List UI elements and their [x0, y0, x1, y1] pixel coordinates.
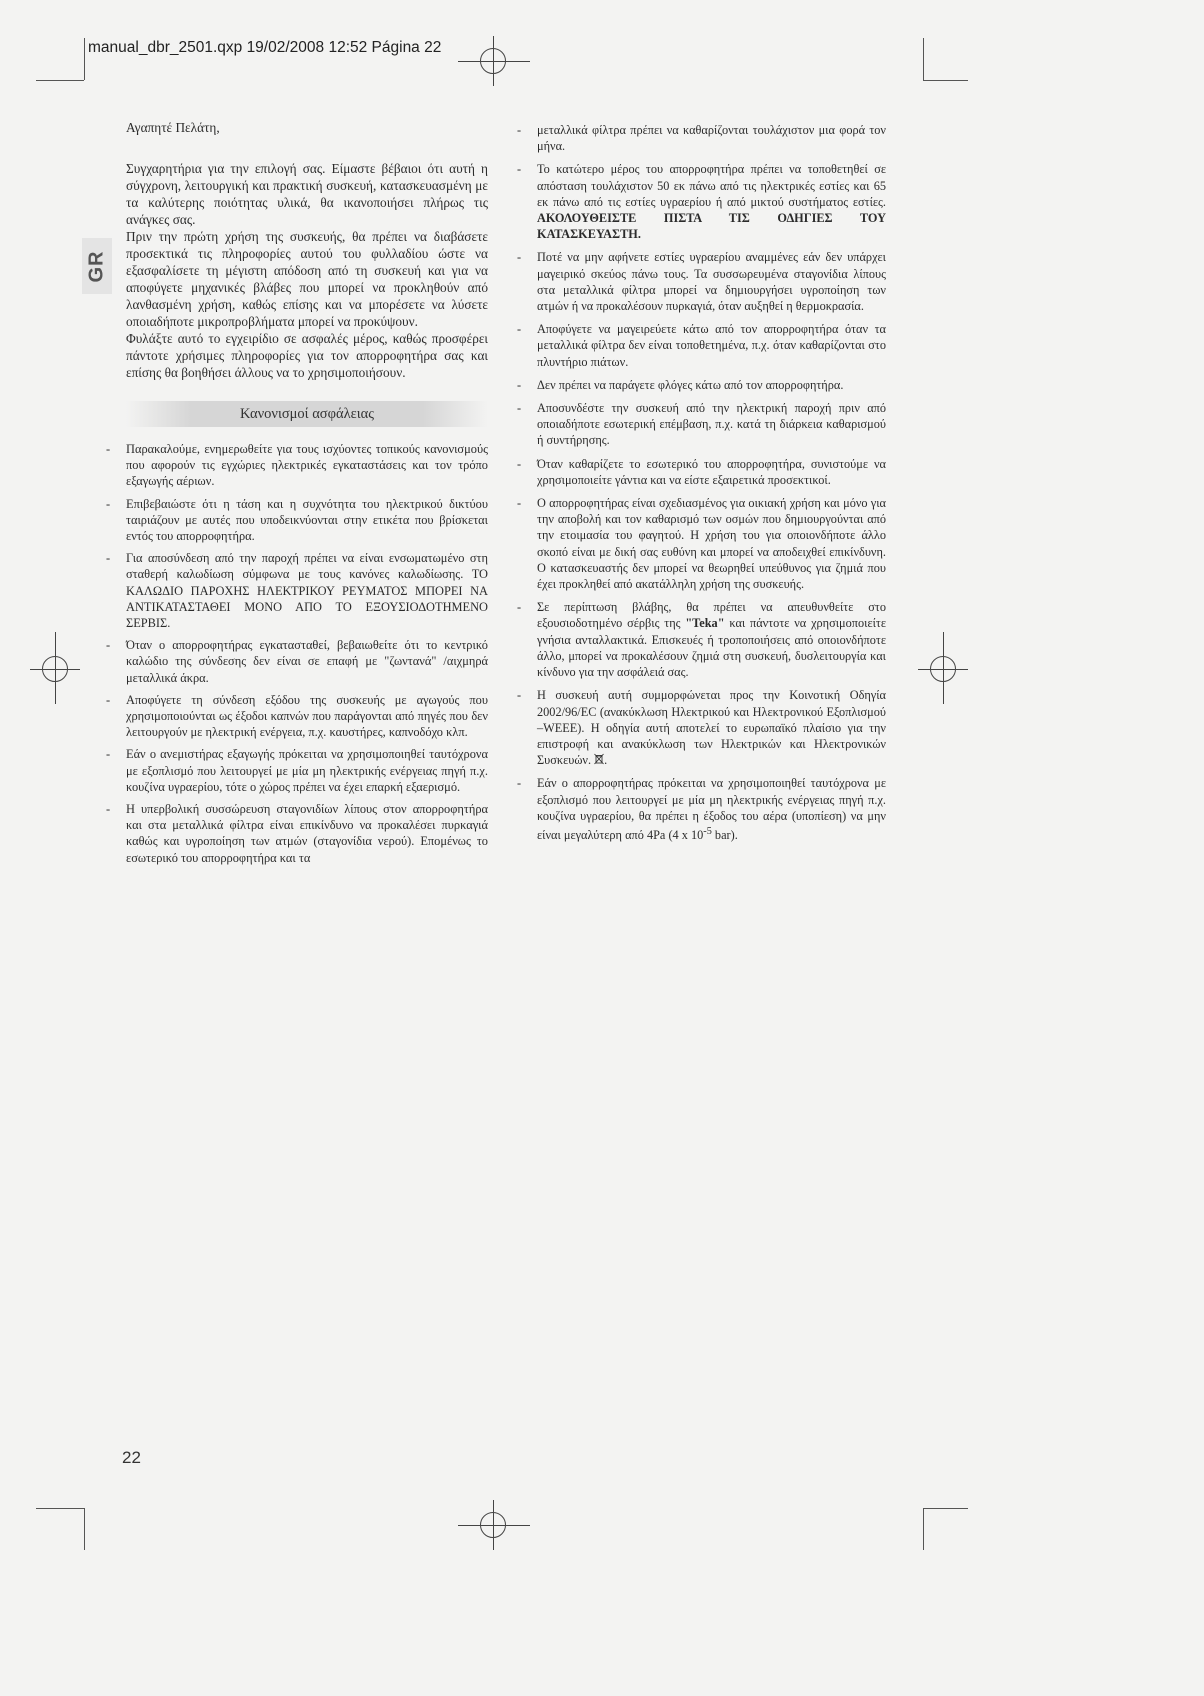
crop-mark	[84, 1508, 85, 1550]
list-item: - Το κατώτερο μέρος του απορροφητήρα πρέπει να τοποθετηθεί σε απόσταση τουλάχιστον 50 εκ πάνω από τις ηλεκτρικές εστίες και 65 εκ πάνω από τις εστίες υγραερίου ή από μικτού συστήματος εστίες. ΑΚΟΛΟΥΘΕΙΣΤΕ ΠΙΣΤΑ ΤΙΣ ΟΔΗΓΙΕΣ ΤΟΥ ΚΑΤΑΣΚΕΥΑΣΤΗ.	[537, 161, 886, 242]
section-title	[126, 401, 488, 427]
continuation-text: - μεταλλικά φίλτρα πρέπει να καθαρίζονται τουλάχιστον μια φορά τον μήνα.	[537, 122, 886, 154]
left-column	[126, 119, 488, 872]
crop-mark	[923, 38, 924, 80]
crop-mark	[36, 1508, 84, 1509]
weee-crossed-bin-icon	[594, 753, 604, 765]
crop-mark	[84, 38, 85, 80]
list-item: - Επιβεβαιώστε ότι η τάση και η συχνότητα του ηλεκτρικού δικτύου ταιριάζουν με αυτές που υποδεικνύονται στην ετικέτα που βρίσκεται εντός του απορροφητήρα.	[126, 496, 488, 545]
list-item: - Ποτέ να μην αφήνετε εστίες υγραερίου αναμμένες εάν δεν υπάρχει μαγειρικό σκεύος πάνω τους. Τα συσσωρευμένα σταγονίδια λίπους στα μεταλλικά φίλτρα μπορεί να δημιουργήσει υγροποίηση των ατμών ή να προκαλέσουν πυρκαγιά, όταν αυξηθεί η θερμοκρασία.	[537, 249, 886, 314]
language-tab	[82, 238, 112, 294]
list-item: - Για αποσύνδεση από την παροχή πρέπει να είναι ενσωματωμένο στη σταθερή καλωδίωση σύμφωνα με τους κανόνες καλωδίωσης. ΤΟ ΚΑΛΩΔΙΟ ΠΑΡΟΧΗΣ ΗΛΕΚΤΡΙΚΟΥ ΡΕΥΜΑΤΟΣ ΜΠΟΡΕΙ ΝΑ ΑΝΤΙΚΑΤΑΣΤΑΘΕΙ ΜΟΝΟ ΑΠΟ ΤΟ ΕΞΟΥΣΙΟΔΟΤΗΜΕΝΟ ΣΕΡΒΙΣ.	[126, 550, 488, 631]
crop-mark	[36, 80, 84, 81]
list-item: - Εάν ο ανεμιστήρας εξαγωγής πρόκειται να χρησιμοποιηθεί ταυτόχρονα με εξοπλισμό που λειτουργεί με μία μη ηλεκτρικής ενέργειας πηγή π.χ. κουζίνα υγραερίου, τότε ο χώρος πρέπει να έχει επαρκή εξαερισμό.	[126, 746, 488, 795]
right-column	[537, 122, 886, 850]
crop-mark	[923, 1508, 924, 1550]
intro-paragraph: Συγχαρητήρια για την επιλογή σας. Είμαστε βέβαιοι ότι αυτή η σύγχρονη, λειτουργική και πρακτική συσκευή, κατασκευασμένη με τα καλύτερης ποιότητας υλικά, θα ικανοποιήσει πλήρως τις ανάγκες σας.	[126, 161, 488, 227]
list-item: - Σε περίπτωση βλάβης, θα πρέπει να απευθυνθείτε στο εξουσιοδοτημένο σέρβις της "Teka" και πάντοτε να χρησιμοποιείτε γνήσια ανταλλακτικά. Επισκευές ή τροποποιήσεις από οποιονδήποτε άλλο, μπορεί να προκαλέσουν ζημιά στη συσκευή, δυσλειτουργία και κίνδυνο για την ασφάλειά σας.	[537, 599, 886, 680]
page-number: 22	[122, 1448, 141, 1467]
intro-paragraph: Φυλάξτε αυτό το εγχειρίδιο σε ασφαλές μέρος, καθώς προσφέρει πάντοτε χρήσιμες πληροφορίες για τον απορροφητήρα σας και επίσης θα βοηθήσει άλλους να το χρησιμοποιήσουν.	[126, 331, 488, 380]
safety-list-left	[126, 441, 488, 866]
crop-mark	[923, 1508, 968, 1509]
list-item: - Δεν πρέπει να παράγετε φλόγες κάτω από τον απορροφητήρα.	[537, 377, 886, 393]
list-item: - Η συσκευή αυτή συμμορφώνεται προς την Κοινοτική Οδηγία 2002/96/EC (ανακύκλωση Ηλεκτρικού και Ηλεκτρονικού Εξοπλισμού –WEEE). Η οδηγία αυτή αποτελεί το ευρωπαϊκό πλαίσιο για την επιστροφή και ανακύκλωση των Ηλεκτρικών και Ηλεκτρονικών Συσκευών. .	[537, 687, 886, 768]
list-item: - Αποφύγετε να μαγειρεύετε κάτω από τον απορροφητήρα όταν τα μεταλλικά φίλτρα δεν είναι τοποθετημένα, π.χ. όταν καθαρίζονται στο πλυντήριο πιάτων.	[537, 321, 886, 370]
list-item: - Όταν ο απορροφητήρας εγκατασταθεί, βεβαιωθείτε ότι το κεντρικό καλώδιο της σύνδεσης δεν είναι σε επαφή με "ζωντανά" /αιχμηρά μεταλλικά άκρα.	[126, 637, 488, 686]
list-item: - Αποσυνδέστε την συσκευή από την ηλεκτρική παροχή πριν από οποιαδήποτε εσωτερική επέμβαση, π.χ. κατά τη διάρκεια καθαρισμού ή συντήρησης.	[537, 400, 886, 449]
list-item: - Η υπερβολική συσσώρευση σταγονιδίων λίπους στον απορροφητήρα και στα μεταλλικά φίλτρα είναι επικίνδυνο να προκαλέσει πυρκαγιά καθώς και υγροποίηση των ατμών (σταγονίδια νερού). Επομένως το εσωτερικό του απορροφητήρα και τα	[126, 801, 488, 866]
section-title-text: Κανονισμοί ασφάλειας	[240, 405, 374, 422]
safety-list-right	[537, 122, 886, 843]
language-tab-label: GR	[85, 250, 108, 282]
intro-paragraph: Πριν την πρώτη χρήση της συσκευής, θα πρέπει να διαβάσετε προσεκτικά τις πληροφορίες αυτού του φυλλαδίου ώστε να εξασφαλίσετε τη μέγιστη απόδοση από τη συσκευή και για να αποφύγετε μηχανικές βλάβες που μπορεί να προκληθούν από λανθασμένη χρήση, καθώς επίσης και να μπορέσετε να λύσετε οποιαδήποτε μικροπροβλήματα μπορεί να προκύψουν.	[126, 229, 488, 329]
list-item: - Παρακαλούμε, ενημερωθείτε για τους ισχύοντες τοπικούς κανονισμούς που αφορούν τις εγχώριες ηλεκτρικές εγκαταστάσεις και τον τρόπο εξαγωγής αέριων.	[126, 441, 488, 490]
list-item: - Όταν καθαρίζετε το εσωτερικό του απορροφητήρα, συνιστούμε να χρησιμοποιείτε γάντια και να είστε εξαιρετικά προσεκτικοί.	[537, 456, 886, 488]
list-item: - Αποφύγετε τη σύνδεση εξόδου της συσκευής με αγωγούς που χρησιμοποιούνται ως έξοδοι καπνών που παράγονται από πηγές που δεν λειτουργούν με ηλεκτρική ενέργεια, π.χ. καυστήρες, καπνοδόχο κλπ.	[126, 692, 488, 741]
list-item: - Εάν ο απορροφητήρας πρόκειται να χρησιμοποιηθεί ταυτόχρονα με εξοπλισμό που λειτουργεί με μία μη ηλεκτρικής ενέργειας πηγή π.χ. κουζίνα υγραερίου, θα πρέπει η έξοδος του αέρα (υποπίεση) να μην είναι μεγαλύτερη από 4Pa (4 x $10^{-5}$ bar).	[537, 775, 886, 843]
print-slug: manual_dbr_2501.qxp 19/02/2008 12:52 Página 22	[88, 39, 442, 56]
list-item: - Ο απορροφητήρας είναι σχεδιασμένος για οικιακή χρήση και μόνο για την αποβολή και τον καθαρισμό των οσμών που δημιουργούνται από την ετοιμασία του φαγητού. Η χρήση του για οποιονδήποτε άλλο σκοπό είναι με δική σας ευθύνη και μπορεί να αποδειχθεί επικίνδυνη. Ο κατασκευαστής δεν μπορεί να θεωρηθεί υπεύθυνος για ζημιά που έχει προκληθεί από ακατάλληλη χρήση της συσκευής.	[537, 495, 886, 592]
warning-text: ΑΚΟΛΟΥΘΕΙΣΤΕ ΠΙΣΤΑ ΤΙΣ ΟΔΗΓΙΕΣ ΤΟΥ ΚΑΤΑΣΚΕΥΑΣΤΗ.	[537, 211, 886, 242]
greeting: Αγαπητέ Πελάτη,	[126, 120, 220, 135]
crop-mark	[923, 80, 968, 81]
brand-name: "Teka"	[685, 616, 725, 631]
